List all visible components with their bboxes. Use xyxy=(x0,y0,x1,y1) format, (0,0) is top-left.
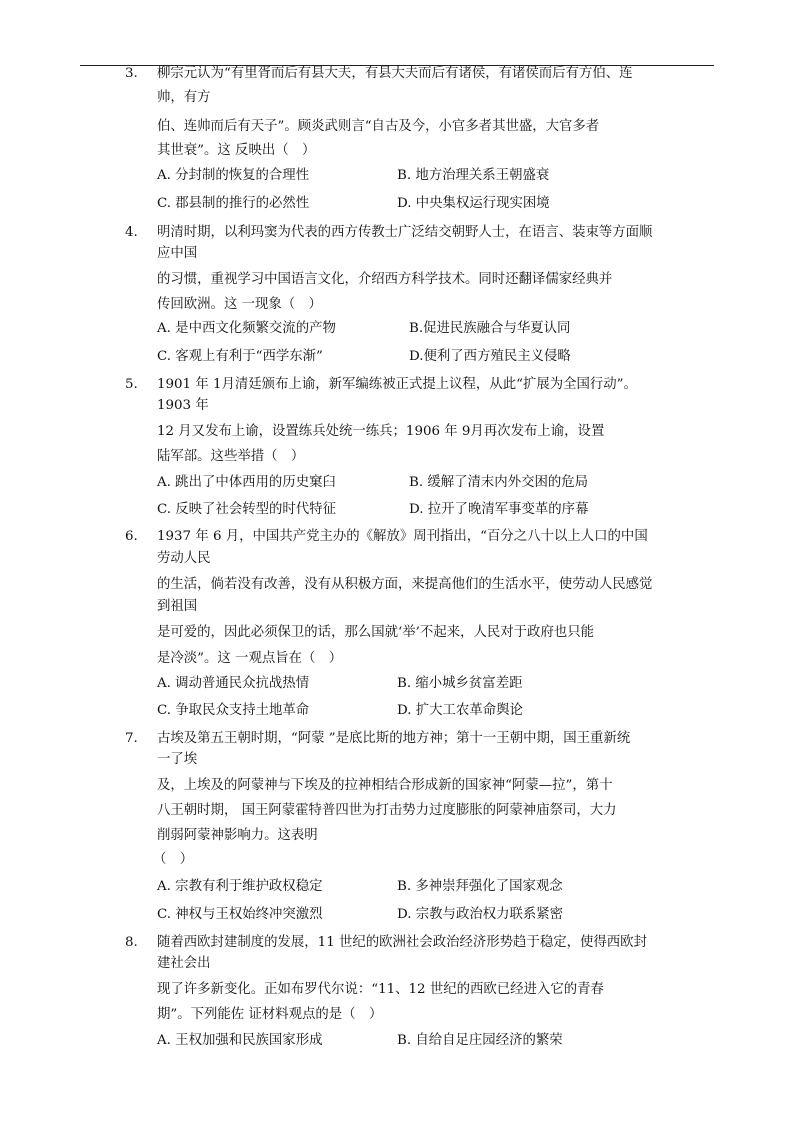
question-text-line: 现了许多新变化。正如布罗代尔说：“11、12 世纪的西欧已经进入它的青春 xyxy=(157,982,604,997)
option-b: B. 地方治理关系王朝盛衰 xyxy=(397,168,550,183)
question-text-line: 是冷淡”。这 一观点旨在（ ） xyxy=(157,651,343,666)
option-b: B. 自给自足庄园经济的繁荣 xyxy=(397,1033,563,1048)
option-a: A. 跳出了中体西用的历史窠臼 xyxy=(157,475,336,490)
option-c: C. 神权与王权始终冲突激烈 xyxy=(157,907,323,922)
question-number: 5. xyxy=(125,377,138,392)
question-text-line: 劳动人民 xyxy=(157,551,211,566)
question-text-line: 其世衰”。这 反映出（ ） xyxy=(157,143,316,158)
option-b: B. 缓解了清末内外交困的危局 xyxy=(409,475,589,490)
option-a: A. 调动普通民众抗战热情 xyxy=(157,676,310,691)
question-text-line: （ ） xyxy=(153,852,194,867)
option-b: B. 缩小城乡贫富差距 xyxy=(397,676,523,691)
option-a: A. 分封制的恢复的合理性 xyxy=(157,168,310,183)
question-text-line: 1937 年 6 月，中国共产党主办的《解放》周刊指出，“百分之八十以上人口的中国 xyxy=(157,529,648,544)
question-text-line: 柳宗元认为“有里胥而后有县大夫，有县大夫而后有诸侯，有诸侯而后有方伯、连 xyxy=(157,66,633,81)
question-text-line: 伯、连帅而后有天子”。顾炎武则言“自古及今，小官多者其世盛，大官多者 xyxy=(157,119,600,134)
option-d: D. 中央集权运行现实困境 xyxy=(397,196,550,211)
question-text-line: 的习惯，重视学习中国语言文化，介绍西方科学技术。同时还翻译儒家经典并 xyxy=(157,272,613,287)
question-text-line: 明清时期，以利玛窦为代表的西方传教士广泛结交朝野人士，在语言、装束等方面顺 xyxy=(157,225,653,240)
question-text-line: 建社会出 xyxy=(157,956,211,971)
option-c: C. 客观上有利于“西学东渐” xyxy=(157,349,323,364)
question-number: 4. xyxy=(125,225,138,240)
question-number: 6. xyxy=(125,529,138,544)
question-number: 7. xyxy=(125,731,138,746)
question-text-line: 古埃及第五王朝时期，“阿蒙 ”是底比斯的地方神；第十一王朝中期，国王重新统 xyxy=(157,731,631,746)
question-text-line: 1903 年 xyxy=(157,398,209,413)
question-text-line: 一了埃 xyxy=(157,752,198,767)
option-c: C. 郡县制的推行的必然性 xyxy=(157,196,310,211)
question-text-line: 到祖国 xyxy=(157,599,198,614)
option-d: D.便利了西方殖民主义侵略 xyxy=(409,349,571,364)
option-c: C. 反映了社会转型的时代特征 xyxy=(157,502,336,517)
question-text-line: 是可爱的，因此必须保卫的话，那么国就‘举’不起来，人民对于政府也只能 xyxy=(157,625,595,640)
option-b: B.促进民族融合与华夏认同 xyxy=(409,321,571,336)
question-text-line: 1901 年 1月清廷颁布上谕，新军编练被正式提上议程，从此“扩展为全国行动”。 xyxy=(157,377,637,392)
question-text-line: 的生活，倘若没有改善，没有从积极方面，来提高他们的生活水平，使劳动人民感觉 xyxy=(157,577,653,592)
question-number: 3. xyxy=(125,66,138,81)
question-text-line: 削弱阿蒙神影响力。这表明 xyxy=(157,828,318,843)
question-text-line: 期”。下列能佐 证材料观点的是（ ） xyxy=(157,1007,383,1022)
option-d: D. 宗教与政治权力联系紧密 xyxy=(397,907,564,922)
question-text-line: 应中国 xyxy=(157,246,198,261)
question-text-line: 传回欧洲。这 一现象（ ） xyxy=(157,297,322,312)
option-d: D. 扩大工农革命舆论 xyxy=(397,703,523,718)
question-number: 8. xyxy=(125,935,138,950)
question-text-line: 随着西欧封建制度的发展，11 世纪的欧洲社会政治经济形势趋于稳定，使得西欧封 xyxy=(157,935,647,950)
option-d: D. 拉开了晚清军事变革的序幕 xyxy=(409,502,589,517)
option-b: B. 多神崇拜强化了国家观念 xyxy=(397,879,563,894)
question-text-line: 八王朝时期， 国王阿蒙霍特普四世为打击势力过度膨胀的阿蒙神庙祭司，大力 xyxy=(157,803,617,818)
question-text-line: 陆军部。这些举措（ ） xyxy=(157,449,305,464)
question-text-line: 12 月又发布上谕，设置练兵处统一练兵；1906 年 9月再次发布上谕，设置 xyxy=(157,424,605,439)
question-text-line: 帅，有方 xyxy=(157,90,211,105)
option-c: C. 争取民众支持土地革命 xyxy=(157,703,310,718)
option-a: A. 宗教有利于维护政权稳定 xyxy=(157,879,323,894)
option-a: A. 是中西文化频繁交流的产物 xyxy=(157,321,336,336)
option-a: A. 王权加强和民族国家形成 xyxy=(157,1033,323,1048)
question-text-line: 及，上埃及的阿蒙神与下埃及的拉神相结合形成新的国家神“阿蒙—拉”，第十 xyxy=(157,778,613,793)
